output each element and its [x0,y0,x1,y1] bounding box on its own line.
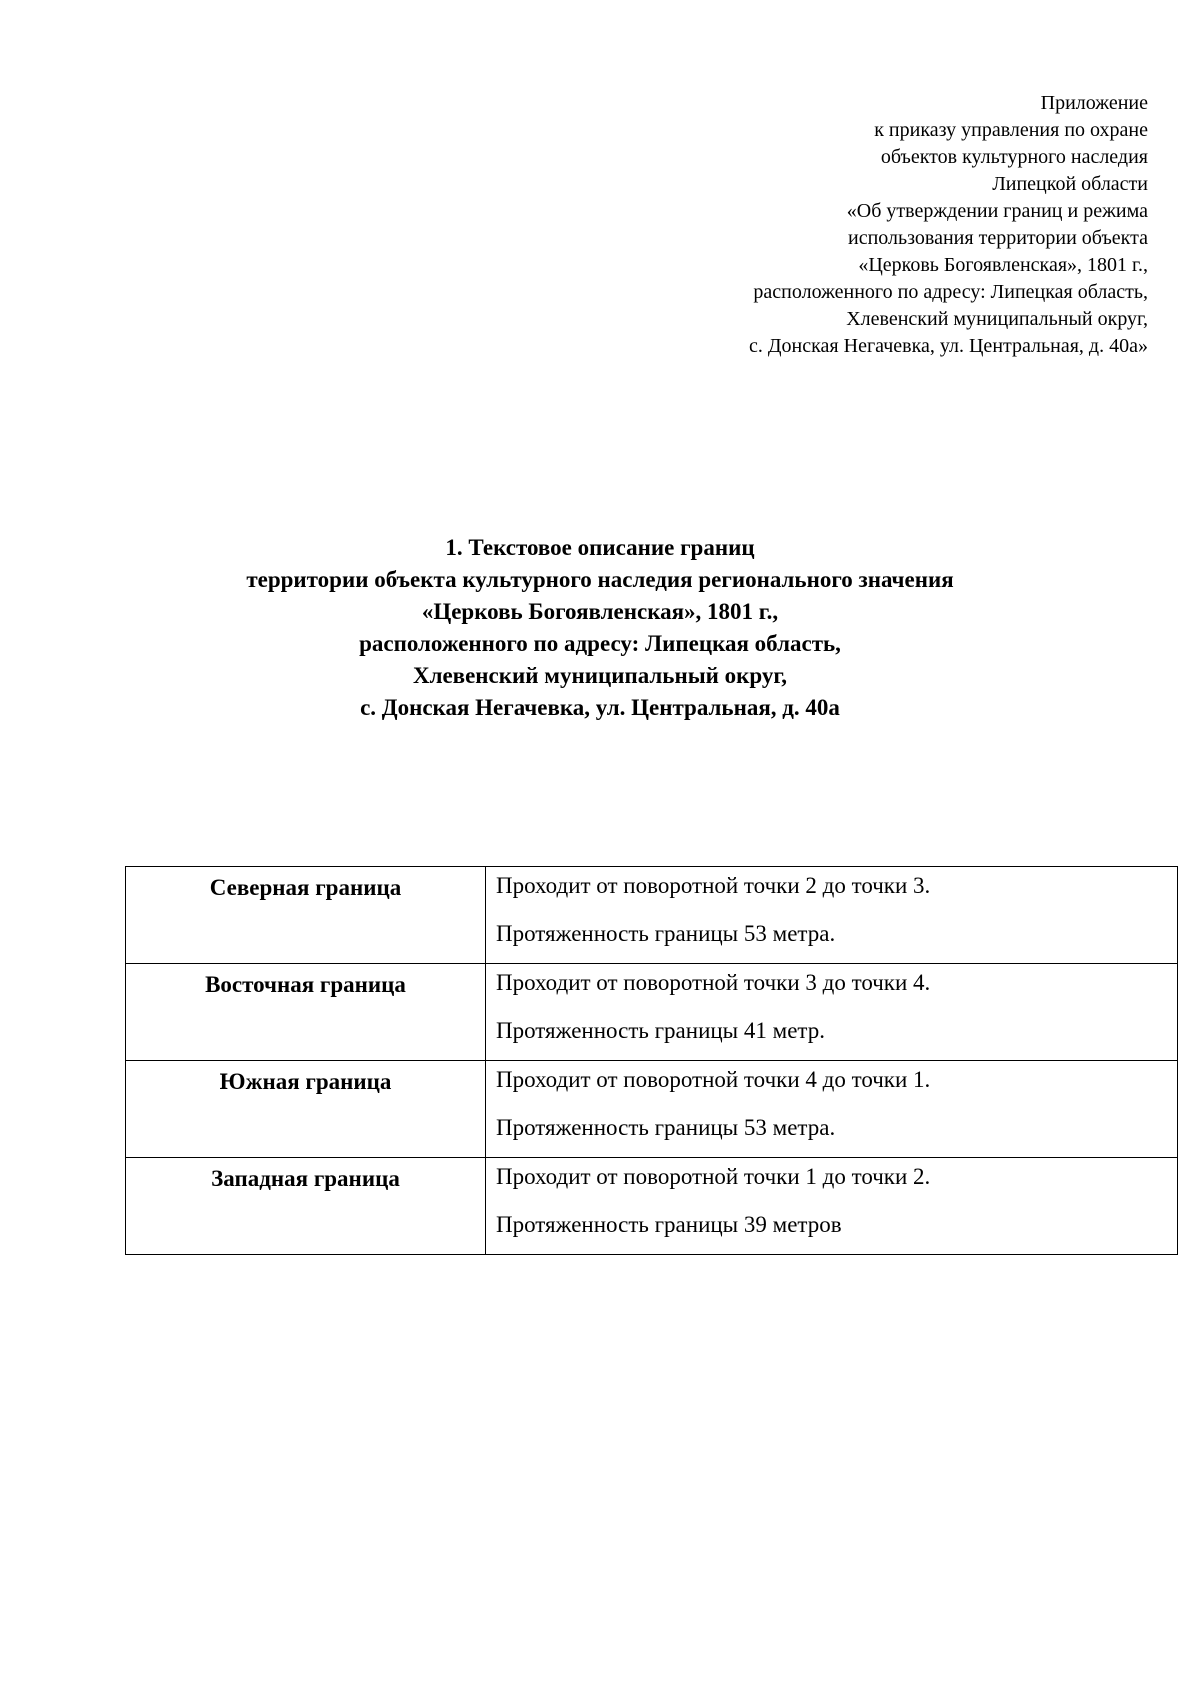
appendix-line: к приказу управления по охране [874,119,1148,141]
boundary-length-text: Протяженность границы 53 метра. [496,1115,836,1140]
boundary-length-text: Протяженность границы 53 метра. [496,921,836,946]
boundary-length-text: Протяженность границы 41 метр. [496,1018,825,1043]
boundary-route-text: Проходит от поворотной точки 3 до точки 4. [496,970,931,995]
appendix-line: «Об утверждении границ и режима [846,200,1148,222]
appendix-line: Хлевенский муниципальный округ, [846,308,1148,330]
table-row [126,964,1178,1061]
appendix-line: Приложение [1040,92,1148,114]
title-line: Хлевенский муниципальный округ, [412,663,788,688]
boundaries-table [125,866,1178,1255]
boundary-side-cell: Восточная граница [126,964,486,1061]
appendix-line: «Церковь Богоявленская», 1801 г., [858,254,1148,276]
appendix-header [588,90,1148,360]
title-line: расположенного по адресу: Липецкая область, [359,631,841,656]
appendix-line: использования территории объекта [848,227,1148,249]
boundary-route-text: Проходит от поворотной точки 4 до точки 1. [496,1067,931,1092]
title-line: с. Донская Негачевка, ул. Центральная, д. 40а [360,695,840,720]
boundary-length-text: Протяженность границы 39 метров [496,1212,842,1237]
boundary-route-text: Проходит от поворотной точки 2 до точки 3. [496,873,931,898]
title-line: 1. Текстовое описание границ [445,535,755,560]
boundary-route-text: Проходит от поворотной точки 1 до точки 2. [496,1164,931,1189]
document-title [0,532,1200,724]
boundary-side-cell: Северная граница [126,867,486,964]
appendix-line: объектов культурного наследия [880,146,1148,168]
boundary-description-cell [486,1061,1178,1158]
boundary-side-cell: Западная граница [126,1158,486,1255]
table-row [126,867,1178,964]
boundary-description-cell [486,1158,1178,1255]
appendix-line: Липецкой области [992,173,1148,195]
boundary-description-cell [486,867,1178,964]
boundary-side-cell: Южная граница [126,1061,486,1158]
appendix-line: расположенного по адресу: Липецкая область, [753,281,1148,303]
table-row [126,1158,1178,1255]
table-row [126,1061,1178,1158]
title-line: территории объекта культурного наследия регионального значения [246,567,954,592]
appendix-line: с. Донская Негачевка, ул. Центральная, д. 40а» [749,335,1148,357]
boundary-description-cell [486,964,1178,1061]
title-line: «Церковь Богоявленская», 1801 г., [421,599,779,624]
